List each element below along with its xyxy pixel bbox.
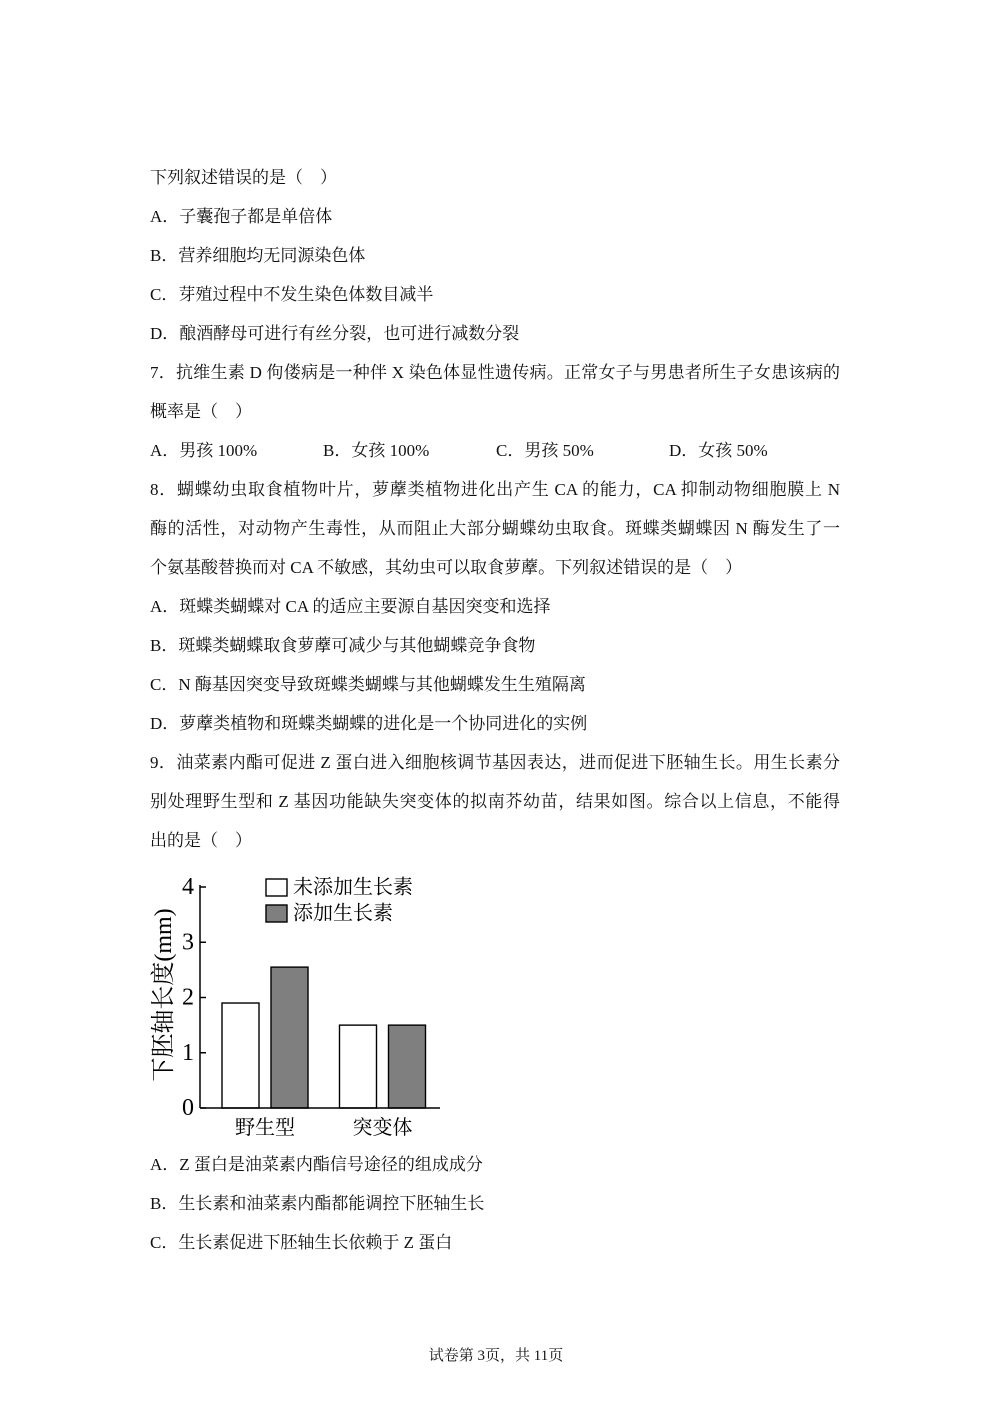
bar-group1-series2 [271,967,308,1108]
q7-option-d: D．女孩 50% [669,441,768,460]
y-axis-title: 下胚轴长度(mm) [151,908,177,1082]
hypocotyl-length-chart [140,865,450,1145]
y-tick-label: 4 [182,874,194,900]
questions-block-lower [150,1145,840,1262]
q7-options-row [150,431,840,470]
legend-swatch [266,879,287,896]
q8-stem-line: 酶的活性，对动物产生毒性，从而阻止大部分蝴蝶幼虫取食。斑蝶类蝴蝶因 N 酶发生了一 [150,519,840,538]
y-tick-label: 1 [182,1039,194,1066]
q9-option-a: A．Z 蛋白是油菜素内酯信号途径的组成成分 [150,1155,483,1174]
legend-label: 添加生长素 [293,902,393,925]
q9-option-c: C．生长素促进下胚轴生长依赖于 Z 蛋白 [150,1233,453,1252]
q9-option-b: B．生长素和油菜素内酯都能调控下胚轴生长 [150,1194,485,1213]
q8-stem-line: 8．蝴蝶幼虫取食植物叶片，萝藦类植物进化出产生 CA 的能力，CA 抑制动物细胞膜上 N [150,480,840,499]
q6-option-a: A．子囊孢子都是单倍体 [150,207,333,226]
q8-stem-line: 个氨基酸替换而对 CA 不敏感，其幼虫可以取食萝藦。下列叙述错误的是（ ） [150,558,743,577]
q8-option-b: B．斑蝶类蝴蝶取食萝藦可减少与其他蝴蝶竞争食物 [150,636,536,655]
q6-option-c: C．芽殖过程中不发生染色体数目减半 [150,285,434,304]
y-tick-label: 3 [182,929,194,956]
page-footer: 试卷第 3页，共 11页 [428,1348,564,1364]
bar-group2-series2 [389,1025,426,1108]
questions-block-upper [150,158,840,860]
q9-stem-line: 9．油菜素内酯可促进 Z 蛋白进入细胞核调节基因表达，进而促进下胚轴生长。用生长素分 [150,753,840,772]
q6-option-d: D．酿酒酵母可进行有丝分裂，也可进行减数分裂 [150,324,520,343]
q7-option-a: A．男孩 100% [150,441,258,460]
x-category-label: 野生型 [235,1117,295,1139]
y-tick-label: 2 [182,984,194,1011]
q8-option-d: D．萝藦类植物和斑蝶类蝴蝶的进化是一个协同进化的实例 [150,714,588,733]
q9-stem-line: 出的是（ ） [150,831,252,850]
q7-option-c: C．男孩 50% [496,441,594,460]
bar-group2-series1 [340,1025,377,1108]
x-category-label: 突变体 [352,1117,413,1139]
legend-label: 未添加生长素 [293,876,413,899]
y-tick-label: 0 [182,1095,194,1121]
q9-stem-line: 别处理野生型和 Z 基因功能缺失突变体的拟南芥幼苗，结果如图。综合以上信息，不能得 [150,792,840,811]
legend-swatch [266,905,287,922]
bar-group1-series1 [222,1003,259,1108]
q8-option-a: A．斑蝶类蝴蝶对 CA 的适应主要源自基因突变和选择 [150,597,551,616]
q7-stem-line: 概率是（ ） [150,402,252,421]
q7-stem-line: 7．抗维生素 D 佝偻病是一种伴 X 染色体显性遗传病。正常女子与男患者所生子女患该病的 [150,363,840,382]
q7-option-b: B．女孩 100% [323,441,430,460]
q6-stem: 下列叙述错误的是（ ） [150,168,337,187]
q6-option-b: B．营养细胞均无同源染色体 [150,246,366,265]
q8-option-c: C．N 酶基因突变导致斑蝶类蝴蝶与其他蝴蝶发生生殖隔离 [150,675,586,694]
